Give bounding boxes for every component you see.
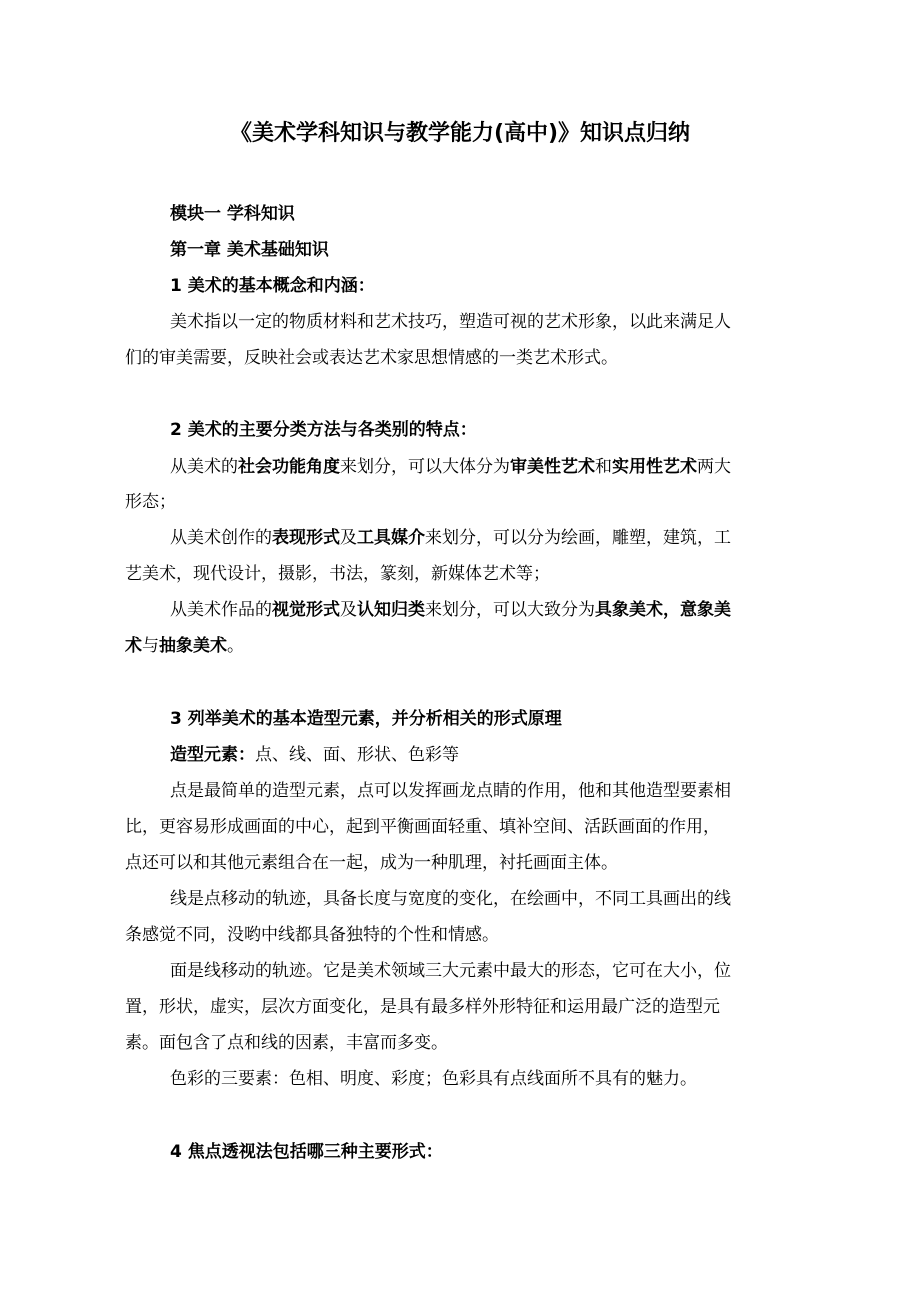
face-paragraph-line: 面是线移动的轨迹。它是美术领域三大元素中最大的形态，它可在大小，位 — [170, 961, 731, 981]
line-paragraph-line: 线是点移动的轨迹，具备长度与宽度的变化，在绘画中，不同工具画出的线 — [170, 889, 731, 909]
section-2-paragraph-1: 从美术的社会功能角度来划分，可以大体分为审美性艺术和实用性艺术两大 — [170, 457, 731, 477]
section-1-heading: 1 美术的基本概念和内涵： — [170, 276, 375, 296]
section-2-paragraph-1-cont: 形态； — [125, 492, 176, 512]
document-title: 《美术学科知识与教学能力(高中)》知识点归纳 — [229, 121, 691, 146]
section-2-paragraph-2-cont: 艺美术，现代设计，摄影，书法，篆刻，新媒体艺术等； — [125, 564, 550, 584]
face-paragraph-line: 置，形状，虚实，层次方面变化，是具有最多样外形特征和运用最广泛的造型元 — [125, 997, 720, 1017]
section-2-paragraph-3: 从美术作品的视觉形式及认知归类来划分，可以大致分为具象美术，意象美 — [170, 600, 731, 620]
line-paragraph-line: 条感觉不同，没哟中线都具备独特的个性和情感。 — [125, 925, 499, 945]
section-2-heading: 2 美术的主要分类方法与各类别的特点： — [170, 420, 477, 440]
section-2-paragraph-2: 从美术创作的表现形式及工具媒介来划分，可以分为绘画，雕塑，建筑，工 — [170, 528, 731, 548]
face-paragraph-line: 素。面包含了点和线的因素，丰富而多变。 — [125, 1033, 448, 1053]
point-paragraph-line: 点是最简单的造型元素，点可以发挥画龙点睛的作用，他和其他造型要素相 — [170, 781, 731, 801]
point-paragraph-line: 点还可以和其他元素组合在一起，成为一种肌理，衬托画面主体。 — [125, 853, 618, 873]
section-1-paragraph-line: 美术指以一定的物质材料和艺术技巧，塑造可视的艺术形象，以此来满足人 — [170, 312, 731, 332]
module-heading: 模块一 学科知识 — [170, 204, 295, 224]
chapter-heading: 第一章 美术基础知识 — [170, 240, 329, 260]
point-paragraph-line: 比，更容易形成画面的中心，起到平衡画面轻重、填补空间、活跃画面的作用， — [125, 817, 720, 837]
section-1-paragraph-line: 们的审美需要，反映社会或表达艺术家思想情感的一类艺术形式。 — [125, 348, 618, 368]
section-2-paragraph-3-cont: 术与抽象美术。 — [125, 636, 244, 656]
section-3-elements: 造型元素：点、线、面、形状、色彩等 — [170, 745, 459, 765]
section-3-heading: 3 列举美术的基本造型元素，并分析相关的形式原理 — [170, 709, 562, 729]
section-4-heading: 4 焦点透视法包括哪三种主要形式： — [170, 1142, 443, 1162]
color-paragraph-line: 色彩的三要素：色相、明度、彩度；色彩具有点线面所不具有的魅力。 — [170, 1069, 697, 1089]
